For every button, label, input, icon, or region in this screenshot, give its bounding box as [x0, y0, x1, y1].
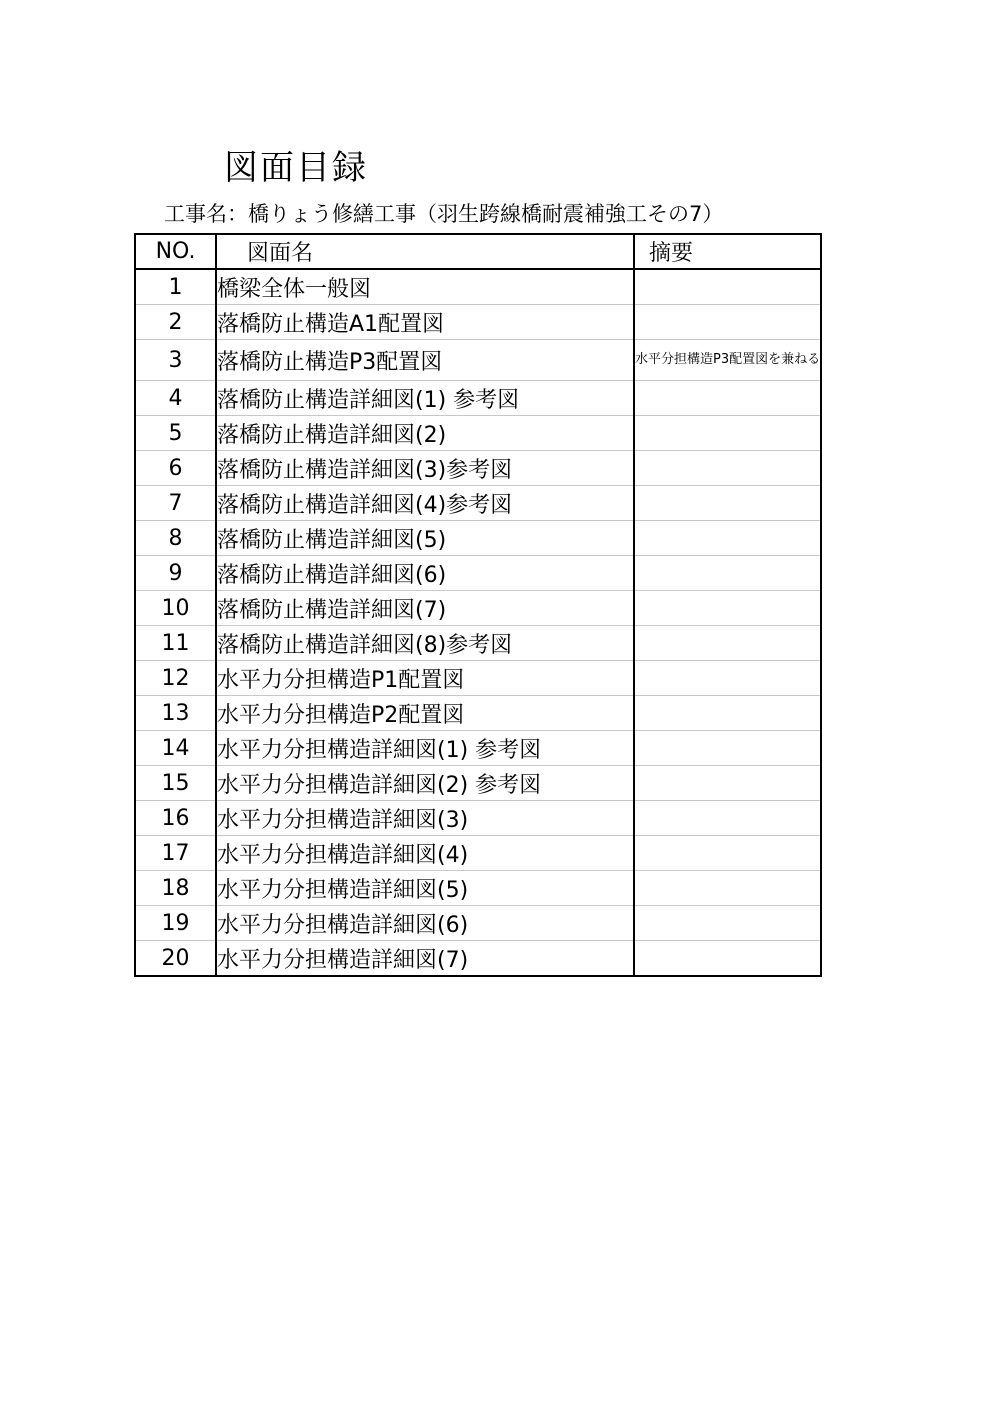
table-row: [135, 305, 821, 340]
header-remarks: 摘要: [634, 234, 821, 269]
row-number: 8: [135, 521, 216, 556]
drawing-name: 落橋防止構造詳細図(6): [216, 556, 634, 591]
table-row: [135, 696, 821, 731]
remarks: [634, 661, 821, 696]
table-row: [135, 381, 821, 416]
row-number: 10: [135, 591, 216, 626]
remarks: [634, 626, 821, 661]
row-number: 6: [135, 451, 216, 486]
drawing-name: 水平力分担構造詳細図(1) 参考図: [216, 731, 634, 766]
table-body: [135, 269, 821, 976]
remarks: [634, 521, 821, 556]
remarks: [634, 451, 821, 486]
drawing-name: 水平力分担構造P2配置図: [216, 696, 634, 731]
row-number: 2: [135, 305, 216, 340]
remarks: [634, 269, 821, 305]
remarks: 水平分担構造P3配置図を兼ねる: [634, 340, 821, 381]
row-number: 9: [135, 556, 216, 591]
row-number: 4: [135, 381, 216, 416]
row-number: 19: [135, 906, 216, 941]
table-row: [135, 906, 821, 941]
remarks: [634, 731, 821, 766]
row-number: 16: [135, 801, 216, 836]
table-row: [135, 269, 821, 305]
row-number: 15: [135, 766, 216, 801]
header-drawing-name: 図面名: [216, 234, 634, 269]
drawing-name: 落橋防止構造詳細図(4)参考図: [216, 486, 634, 521]
table-row: [135, 661, 821, 696]
drawing-name: 水平力分担構造詳細図(7): [216, 941, 634, 977]
table-row: [135, 556, 821, 591]
remarks: [634, 801, 821, 836]
drawing-name: 水平力分担構造P1配置図: [216, 661, 634, 696]
row-number: 20: [135, 941, 216, 977]
row-number: 1: [135, 269, 216, 305]
row-number: 11: [135, 626, 216, 661]
remarks: [634, 381, 821, 416]
project-name: 工事名：橋りょう修繕工事（羽生跨線橋耐震補強工その7）: [164, 202, 724, 226]
drawing-name: 落橋防止構造A1配置図: [216, 305, 634, 340]
drawing-name: 水平力分担構造詳細図(6): [216, 906, 634, 941]
table-row: [135, 836, 821, 871]
drawing-name: 落橋防止構造詳細図(5): [216, 521, 634, 556]
drawing-name: 落橋防止構造詳細図(1) 参考図: [216, 381, 634, 416]
table-row: [135, 416, 821, 451]
drawing-name: 橋梁全体一般図: [216, 269, 634, 305]
header-row: [135, 234, 821, 269]
remarks: [634, 591, 821, 626]
row-number: 5: [135, 416, 216, 451]
table-row: [135, 591, 821, 626]
drawing-name: 水平力分担構造詳細図(4): [216, 836, 634, 871]
header-no: NO.: [135, 234, 216, 269]
table-row: [135, 766, 821, 801]
drawing-name: 水平力分担構造詳細図(3): [216, 801, 634, 836]
table-row: [135, 340, 821, 381]
drawing-name: 水平力分担構造詳細図(2) 参考図: [216, 766, 634, 801]
table-row: [135, 801, 821, 836]
drawing-name: 水平力分担構造詳細図(5): [216, 871, 634, 906]
remarks: [634, 416, 821, 451]
table-row: [135, 451, 821, 486]
row-number: 7: [135, 486, 216, 521]
remarks: [634, 871, 821, 906]
table-row: [135, 486, 821, 521]
row-number: 3: [135, 340, 216, 381]
table-row: [135, 521, 821, 556]
remarks: [634, 486, 821, 521]
remarks: [634, 696, 821, 731]
row-number: 18: [135, 871, 216, 906]
row-number: 17: [135, 836, 216, 871]
table-row: [135, 731, 821, 766]
document-title: 図面目録: [224, 148, 368, 188]
row-number: 12: [135, 661, 216, 696]
remarks: [634, 556, 821, 591]
table-row: [135, 941, 821, 977]
remarks: [634, 941, 821, 977]
remarks: [634, 906, 821, 941]
drawing-name: 落橋防止構造詳細図(8)参考図: [216, 626, 634, 661]
drawing-name: 落橋防止構造詳細図(2): [216, 416, 634, 451]
drawing-name: 落橋防止構造詳細図(3)参考図: [216, 451, 634, 486]
remarks: [634, 766, 821, 801]
row-number: 14: [135, 731, 216, 766]
remarks: [634, 305, 821, 340]
table-row: [135, 626, 821, 661]
row-number: 13: [135, 696, 216, 731]
remarks: [634, 836, 821, 871]
drawing-name: 落橋防止構造P3配置図: [216, 340, 634, 381]
drawing-index-table: [134, 233, 822, 977]
table-row: [135, 871, 821, 906]
drawing-name: 落橋防止構造詳細図(7): [216, 591, 634, 626]
